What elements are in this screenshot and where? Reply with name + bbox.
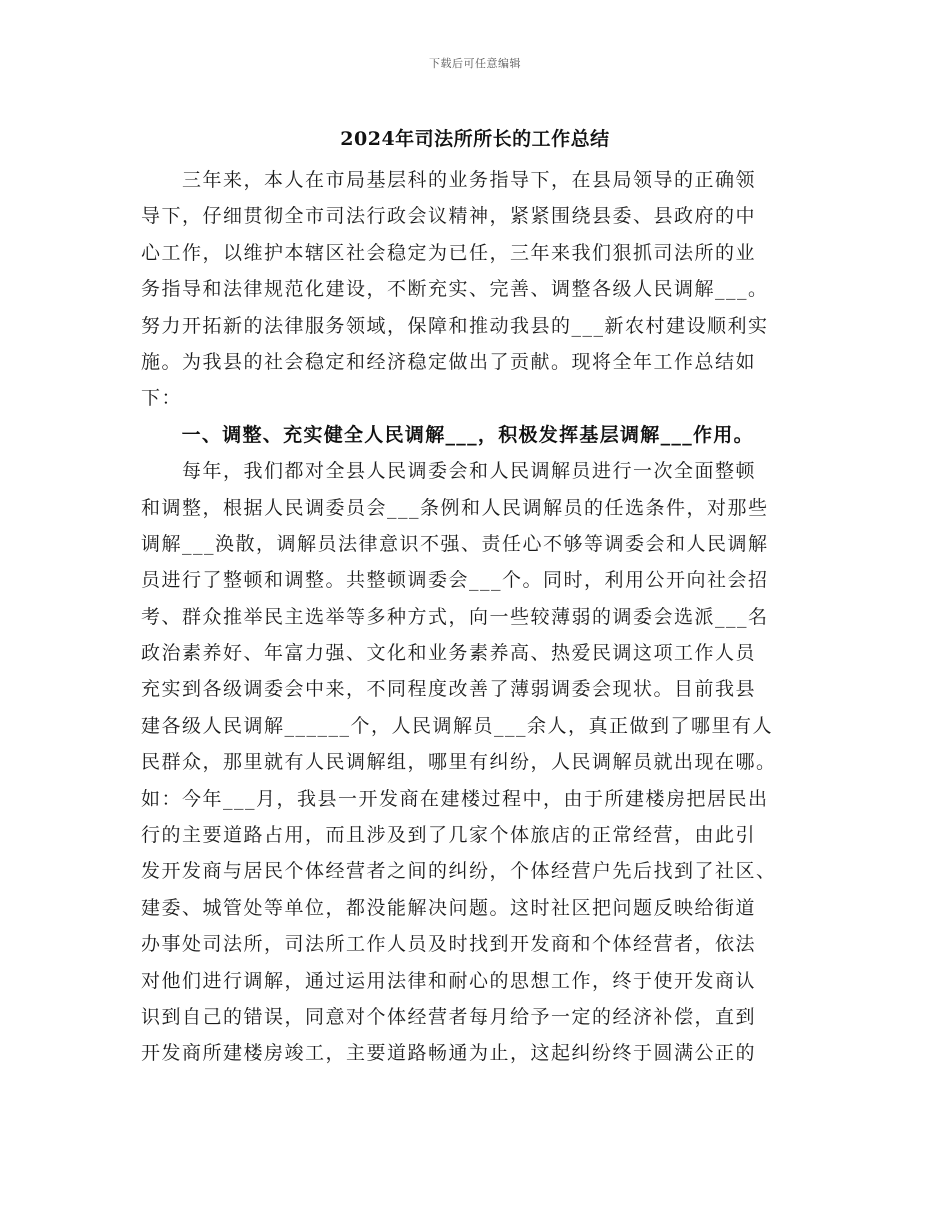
- header-note: 下载后可任意编辑: [429, 57, 521, 70]
- body-line: 识到自己的错误，同意对个体经营者每月给予一定的经济补偿，直到: [141, 1005, 757, 1028]
- body-line: 努力开拓新的法律服务领域，保障和推动我县的___新农村建设顺利实: [141, 314, 769, 337]
- body-line: 开发商所建楼房竣工，主要道路畅通为止，这起纠纷终于圆满公正的: [141, 1042, 757, 1065]
- body-line: 政治素养好、年富力强、文化和业务素养高、热爱民调这项工作人员: [141, 642, 757, 665]
- body-line: 每年，我们都对全县人民调委会和人民调解员进行一次全面整顿: [141, 460, 757, 483]
- body-line: 行的主要道路占用，而且涉及到了几家个体旅店的正常经营，由此引: [141, 824, 757, 847]
- body-line: 考、群众推举民主选举等多种方式，向一些较薄弱的调委会选派___名: [141, 605, 769, 628]
- body-line: 员进行了整顿和调整。共整顿调委会___个。同时，利用公开向社会招: [141, 569, 769, 592]
- body-line: 导下，仔细贯彻全市司法行政会议精神，紧紧围绕县委、县政府的中: [141, 205, 757, 228]
- body-line: 心工作，以维护本辖区社会稳定为已任，三年来我们狠抓司法所的业: [141, 241, 757, 264]
- body-line: 办事处司法所，司法所工作人员及时找到开发商和个体经营者，依法: [141, 933, 757, 956]
- document-title: 2024年司法所所长的工作总结: [340, 128, 610, 150]
- body-line: 务指导和法律规范化建设，不断充实、完善、调整各级人民调解___。: [141, 278, 769, 301]
- body-line: 民群众，那里就有人民调解组，哪里有纠纷，人民调解员就出现在哪。: [141, 751, 777, 774]
- body-line: 充实到各级调委会中来，不同程度改善了薄弱调委会现状。目前我县: [141, 678, 757, 701]
- body-line: 建各级人民调解______个，人民调解员___余人，真正做到了哪里有人: [141, 714, 774, 737]
- body-line: 下：: [141, 387, 183, 410]
- body-line: 对他们进行调解，通过运用法律和耐心的思想工作，终于使开发商认: [141, 969, 757, 992]
- section-heading-line: 一、调整、充实健全人民调解___，积极发挥基层调解___作用。: [141, 423, 754, 446]
- body-line: 和调整，根据人民调委员会___条例和人民调解员的任选条件，对那些: [141, 496, 769, 519]
- body-line: 如：今年___月，我县一开发商在建楼过程中，由于所建楼房把居民出: [141, 787, 769, 810]
- body-line: 发开发商与居民个体经营者之间的纠纷，个体经营户先后找到了社区、: [141, 860, 777, 883]
- body-line: 调解___涣散，调解员法律意识不强、责任心不够等调委会和人民调解: [141, 532, 769, 555]
- body-line: 建委、城管处等单位，都没能解决问题。这时社区把问题反映给街道: [141, 896, 757, 919]
- body-line: 施。为我县的社会稳定和经济稳定做出了贡献。现将全年工作总结如: [141, 350, 757, 373]
- document-body: [141, 162, 813, 1072]
- body-line: 三年来，本人在市局基层科的业务指导下，在县局领导的正确领: [141, 169, 757, 191]
